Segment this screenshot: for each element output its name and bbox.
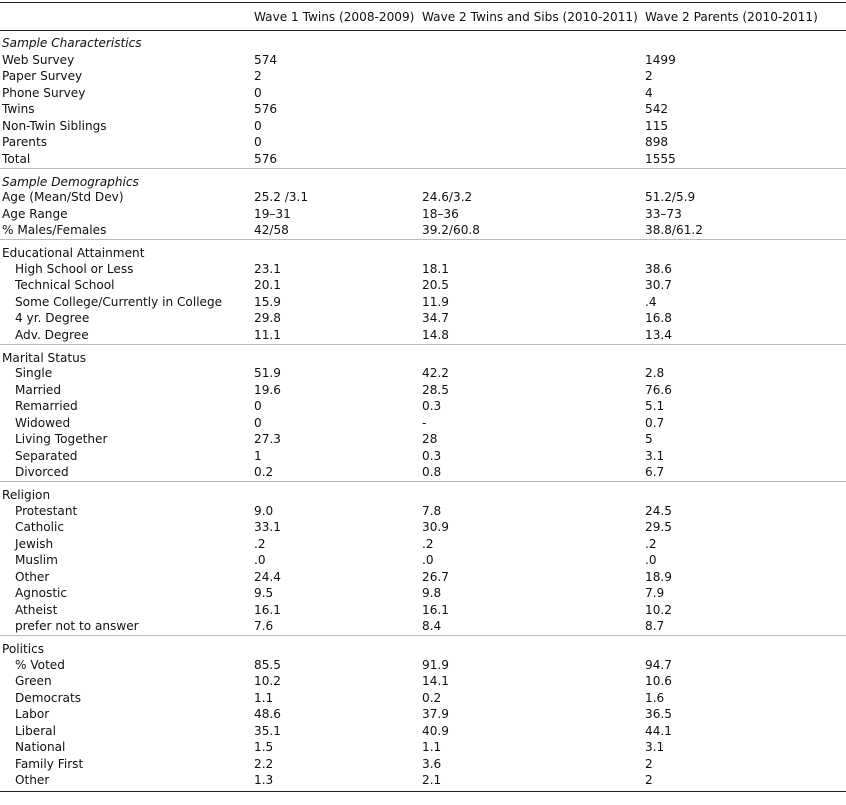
cell-wave2-twins-sibs: 1.1	[422, 740, 442, 754]
cell-wave2-parents: 2	[645, 756, 653, 771]
cell-wave2-parents: 2	[645, 69, 653, 83]
cell-wave2-parents: 38.6	[645, 261, 672, 276]
cell-wave2-twins-sibs: 28.5	[422, 382, 449, 397]
cell-wave1-twins: 85.5	[254, 657, 281, 672]
row-label: Adv. Degree	[15, 327, 89, 342]
row-label: National	[15, 740, 66, 754]
cell-wave1-twins: 0	[254, 415, 262, 430]
table-row	[0, 102, 846, 119]
table-row	[0, 504, 846, 521]
cell-wave2-twins-sibs: 14.1	[422, 674, 449, 688]
cell-wave2-twins-sibs	[420, 86, 643, 103]
cell-wave2-twins-sibs: 26.7	[422, 569, 449, 584]
cell-wave2-twins-sibs: 3.6	[422, 756, 442, 771]
table-body	[0, 31, 846, 792]
cell-wave2-twins-sibs: 0.8	[422, 465, 442, 479]
row-label: Jewish	[15, 536, 54, 551]
cell-wave1-twins: 11.1	[254, 327, 281, 342]
row-label: Some College/Currently in College	[15, 294, 223, 309]
cell-wave1-twins: 48.6	[254, 707, 281, 721]
table-row	[0, 520, 846, 537]
section-header-row	[0, 344, 846, 366]
cell-wave2-twins-sibs: 39.2/60.8	[422, 223, 480, 237]
cell-wave2-twins-sibs: 37.9	[422, 707, 449, 721]
table-row	[0, 707, 846, 724]
cell-wave2-parents: 38.8/61.2	[645, 223, 703, 237]
row-label: High School or Less	[15, 261, 134, 276]
cell-wave2-twins-sibs: 8.4	[422, 619, 442, 633]
cell-wave1-twins: 0	[254, 85, 262, 100]
row-label: Paper Survey	[2, 69, 83, 83]
cell-wave1-twins: 0	[254, 399, 262, 413]
demographics-table	[0, 2, 846, 792]
cell-wave1-twins: 576	[254, 151, 278, 166]
row-label: Agnostic	[15, 586, 68, 600]
table-row	[0, 152, 846, 169]
table-row	[0, 757, 846, 774]
section-title: Sample Characteristics	[2, 36, 142, 50]
table-row	[0, 311, 846, 328]
section-header-row	[0, 240, 846, 262]
cell-wave2-twins-sibs: 34.7	[422, 311, 449, 325]
row-label: Married	[15, 382, 62, 397]
row-label: Green	[15, 674, 52, 688]
table-row	[0, 449, 846, 466]
row-label: Catholic	[15, 520, 65, 534]
table-row	[0, 190, 846, 207]
table-row	[0, 658, 846, 675]
cell-wave1-twins: 20.1	[254, 278, 281, 292]
table-row	[0, 724, 846, 741]
cell-wave2-twins-sibs: 20.5	[422, 278, 449, 292]
cell-wave1-twins: 9.0	[254, 503, 274, 518]
table-row	[0, 603, 846, 620]
cell-wave1-twins: 0	[254, 135, 262, 149]
cell-wave2-twins-sibs	[420, 102, 643, 119]
cell-wave2-parents: 542	[645, 102, 669, 116]
row-label: prefer not to answer	[15, 619, 139, 633]
table-row	[0, 619, 846, 636]
header-cell-label	[0, 3, 252, 31]
cell-wave1-twins: 24.4	[254, 569, 281, 584]
cell-wave2-twins-sibs: 0.3	[422, 399, 442, 413]
cell-wave2-twins-sibs: 0.3	[422, 448, 442, 463]
cell-wave2-parents: .2	[645, 536, 657, 551]
table-row	[0, 53, 846, 70]
cell-wave2-twins-sibs	[420, 69, 643, 86]
table-row	[0, 553, 846, 570]
cell-wave2-twins-sibs	[420, 53, 643, 70]
table-row	[0, 86, 846, 103]
cell-wave2-parents: 29.5	[645, 520, 672, 534]
table-row	[0, 328, 846, 345]
table-row	[0, 207, 846, 224]
row-label: Technical School	[15, 278, 115, 292]
cell-wave1-twins: 51.9	[254, 366, 281, 380]
section-header-row	[0, 482, 846, 504]
cell-wave2-parents: 6.7	[645, 465, 665, 479]
cell-wave2-parents: 3.1	[645, 448, 665, 463]
header-cell-wave1-twins: Wave 1 Twins (2008-2009)	[254, 9, 415, 24]
table-header-row	[0, 3, 846, 31]
section-title: Politics	[0, 636, 846, 658]
row-label: % Males/Females	[2, 223, 107, 237]
section-header-row	[0, 636, 846, 658]
table-row	[0, 262, 846, 279]
table-row	[0, 119, 846, 136]
cell-wave1-twins: 19–31	[254, 206, 291, 221]
cell-wave2-twins-sibs: 7.8	[422, 503, 442, 518]
table-row	[0, 223, 846, 240]
cell-wave1-twins: 2	[254, 69, 262, 83]
header-cell-wave2-twins-sibs: Wave 2 Twins and Sibs (2010-2011)	[422, 9, 638, 24]
cell-wave1-twins: 1	[254, 448, 262, 463]
table-row	[0, 278, 846, 295]
cell-wave2-twins-sibs: 28	[422, 432, 438, 446]
table-row	[0, 674, 846, 691]
row-label: Parents	[2, 135, 48, 149]
cell-wave2-parents: 33–73	[645, 206, 682, 221]
cell-wave1-twins: 33.1	[254, 520, 281, 534]
cell-wave1-twins: 15.9	[254, 294, 281, 309]
cell-wave2-parents: 0.7	[645, 415, 665, 430]
header-cell-wave2-parents: Wave 2 Parents (2010-2011)	[645, 9, 818, 24]
row-label: Age (Mean/Std Dev)	[2, 190, 124, 204]
cell-wave2-twins-sibs: -	[422, 415, 427, 430]
cell-wave2-twins-sibs: .2	[422, 536, 434, 551]
row-label: Liberal	[15, 723, 56, 738]
row-label: Democrats	[15, 690, 82, 705]
cell-wave2-twins-sibs: 91.9	[422, 657, 449, 672]
cell-wave2-parents: 1555	[645, 151, 676, 166]
table-row	[0, 570, 846, 587]
cell-wave1-twins: 35.1	[254, 723, 281, 738]
cell-wave1-twins: 0	[254, 118, 262, 133]
table-row	[0, 135, 846, 152]
cell-wave2-twins-sibs: 0.2	[422, 690, 442, 705]
cell-wave1-twins: 1.3	[252, 773, 420, 792]
cell-wave2-parents: 3.1	[645, 740, 665, 754]
cell-wave2-parents: 94.7	[645, 657, 672, 672]
cell-wave2-twins-sibs: 16.1	[422, 602, 449, 617]
cell-wave1-twins: 9.5	[254, 586, 274, 600]
cell-wave1-twins: 42/58	[254, 223, 289, 237]
row-label: Living Together	[15, 432, 108, 446]
table-row	[0, 465, 846, 482]
cell-wave1-twins: 10.2	[254, 674, 281, 688]
cell-wave1-twins: 0.2	[254, 465, 274, 479]
section-header-row	[0, 168, 846, 190]
cell-wave2-parents: 30.7	[645, 278, 672, 292]
cell-wave1-twins: 16.1	[254, 602, 281, 617]
cell-wave2-twins-sibs: 9.8	[422, 586, 442, 600]
cell-wave2-twins-sibs	[420, 135, 643, 152]
table-row	[0, 691, 846, 708]
cell-wave2-twins-sibs: 40.9	[422, 723, 449, 738]
cell-wave2-parents: 44.1	[645, 723, 672, 738]
cell-wave2-parents: 51.2/5.9	[645, 190, 696, 204]
cell-wave2-parents: 115	[645, 118, 669, 133]
cell-wave2-twins-sibs	[420, 152, 643, 169]
table-row	[0, 416, 846, 433]
cell-wave1-twins: 29.8	[254, 311, 281, 325]
row-label: Family First	[15, 756, 84, 771]
cell-wave2-twins-sibs: 30.9	[422, 520, 449, 534]
cell-wave2-parents: .0	[645, 553, 657, 567]
row-label: Single	[15, 366, 53, 380]
cell-wave2-parents: 5	[645, 432, 653, 446]
cell-wave1-twins: .0	[254, 553, 266, 567]
cell-wave2-parents: 1499	[645, 52, 676, 67]
cell-wave2-parents: 76.6	[645, 382, 672, 397]
row-label: 4 yr. Degree	[15, 311, 90, 325]
cell-wave2-parents: 24.5	[645, 503, 672, 518]
cell-wave1-twins: 27.3	[254, 432, 281, 446]
cell-wave2-parents: 10.6	[645, 674, 672, 688]
cell-wave1-twins: 7.6	[254, 619, 274, 633]
section-header-row	[0, 31, 846, 53]
cell-wave2-parents: 36.5	[645, 707, 672, 721]
cell-wave1-twins: 19.6	[254, 382, 281, 397]
cell-wave1-twins: 574	[254, 52, 278, 67]
cell-wave2-twins-sibs: .0	[422, 553, 434, 567]
cell-wave2-parents: 2	[643, 773, 846, 792]
row-label: Protestant	[15, 503, 78, 518]
cell-wave2-parents: 7.9	[645, 586, 665, 600]
table-row	[0, 537, 846, 554]
cell-wave2-parents: 2.8	[645, 366, 665, 380]
table-row	[0, 740, 846, 757]
cell-wave2-twins-sibs: 11.9	[422, 294, 449, 309]
table-row	[0, 586, 846, 603]
cell-wave2-parents: 18.9	[645, 569, 672, 584]
cell-wave2-parents: 5.1	[645, 399, 665, 413]
row-label: Total	[2, 151, 31, 166]
cell-wave1-twins: .2	[254, 536, 266, 551]
row-label: Twins	[2, 102, 35, 116]
cell-wave2-parents: .4	[645, 294, 657, 309]
cell-wave2-twins-sibs	[420, 119, 643, 136]
cell-wave1-twins: 576	[254, 102, 278, 116]
cell-wave2-parents: 10.2	[645, 602, 672, 617]
cell-wave2-twins-sibs: 24.6/3.2	[422, 190, 473, 204]
table-row	[0, 366, 846, 383]
row-label: Phone Survey	[2, 85, 86, 100]
cell-wave2-parents: 16.8	[645, 311, 672, 325]
cell-wave1-twins: 2.2	[254, 756, 274, 771]
cell-wave2-twins-sibs: 18.1	[422, 261, 449, 276]
table-row	[0, 432, 846, 449]
row-label: Atheist	[15, 602, 58, 617]
cell-wave2-twins-sibs: 14.8	[422, 327, 449, 342]
row-label: Age Range	[2, 206, 68, 221]
table-row	[0, 69, 846, 86]
cell-wave2-parents: 4	[645, 85, 653, 100]
cell-wave2-twins-sibs: 42.2	[422, 366, 449, 380]
row-label: Non-Twin Siblings	[2, 118, 107, 133]
row-label: Other	[15, 569, 50, 584]
row-label: Muslim	[15, 553, 58, 567]
row-label: Labor	[15, 707, 50, 721]
cell-wave1-twins: 25.2 /3.1	[254, 190, 309, 204]
cell-wave2-parents: 898	[645, 135, 669, 149]
row-label: Widowed	[15, 415, 71, 430]
cell-wave2-parents: 1.6	[645, 690, 665, 705]
row-label: Divorced	[15, 465, 69, 479]
row-label: Other	[0, 773, 252, 792]
section-title: Sample Demographics	[0, 168, 846, 190]
table-row	[0, 773, 846, 792]
section-title: Educational Attainment	[0, 240, 846, 262]
row-label: Web Survey	[2, 52, 75, 67]
table-row	[0, 295, 846, 312]
cell-wave2-parents: 13.4	[645, 327, 672, 342]
table-row	[0, 399, 846, 416]
cell-wave1-twins: 1.5	[254, 740, 274, 754]
cell-wave2-twins-sibs: 18–36	[422, 206, 459, 221]
row-label: % Voted	[15, 657, 65, 672]
cell-wave1-twins: 1.1	[254, 690, 274, 705]
cell-wave2-twins-sibs: 2.1	[420, 773, 643, 792]
table-row	[0, 383, 846, 400]
cell-wave1-twins: 23.1	[254, 261, 281, 276]
section-title: Marital Status	[0, 344, 846, 366]
row-label: Separated	[15, 448, 78, 463]
row-label: Remarried	[15, 399, 78, 413]
section-title: Religion	[0, 482, 846, 504]
cell-wave2-parents: 8.7	[645, 619, 665, 633]
